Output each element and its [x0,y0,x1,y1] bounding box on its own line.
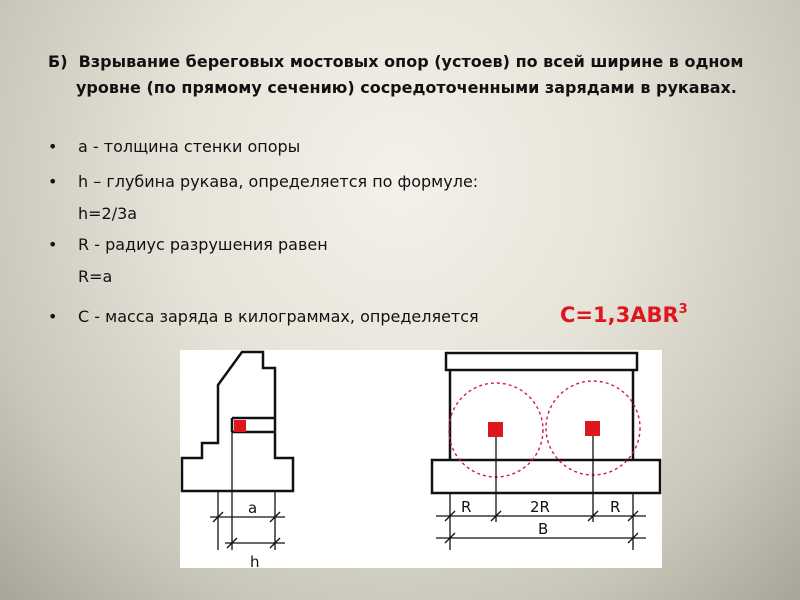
bullet-marker: • [48,137,58,156]
bullet-text: R - радиус разрушения равен [78,235,328,254]
diagram-svg [180,350,662,568]
bullet-text: a - толщина стенки опоры [78,137,301,156]
side-label-a: a [248,499,258,517]
charge-left [488,422,503,437]
label-b-width: B [538,520,549,538]
heading-text: Взрывание береговых мостовых опор (устоев) по всей ширине в одном уровне (по прямому сечению) сосредоточенными зарядами в рукавах. [76,52,744,97]
depth-formula: h=2/3a [78,204,138,223]
label-r-left: R [461,498,472,516]
label-r-right: R [610,498,621,516]
bullet-marker: • [48,172,58,191]
bullet-marker: • [48,235,58,254]
destruction-radius-circles [449,381,640,477]
bullet-text: h – глубина рукава, определяется по формуле: [78,172,479,191]
mass-formula-base: C=1,3ABR [560,303,679,327]
charge-side [234,420,246,432]
abutment-diagram [180,350,662,568]
bullet-text: C - масса заряда в килограммах, определяется [78,307,479,326]
bullet-marker: • [48,307,58,326]
radius-formula: R=a [78,267,113,286]
charge-right [585,421,600,436]
heading-prefix: Б) [48,52,68,71]
mass-formula [560,302,688,327]
side-label-h: h [250,553,260,568]
mass-formula-exponent: 3 [678,302,688,317]
slide-heading [48,49,763,101]
heading-line [48,49,763,101]
label-2r: 2R [530,498,550,516]
